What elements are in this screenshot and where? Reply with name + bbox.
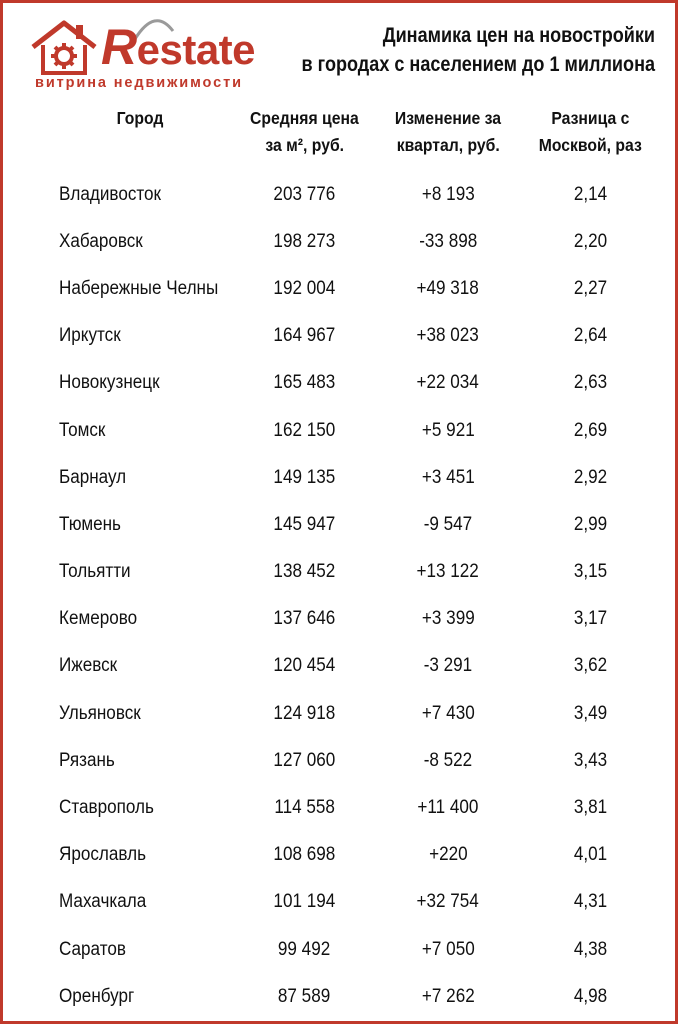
cell-ratio (523, 265, 657, 312)
cell-price-value: 164 967 (273, 325, 336, 347)
cell-change-value: +7 262 (421, 985, 475, 1007)
cell-price-value: 101 194 (273, 891, 336, 913)
table-header-row (45, 103, 657, 171)
cell-city (45, 313, 236, 360)
cell-price-value: 124 918 (273, 702, 336, 724)
table-row (45, 549, 657, 596)
cell-ratio (523, 690, 657, 737)
cell-price (236, 784, 373, 831)
cell-change (373, 313, 523, 360)
table-row (45, 737, 657, 784)
cell-city (45, 549, 236, 596)
cell-price (236, 313, 373, 360)
cell-price (236, 690, 373, 737)
cell-ratio (523, 926, 657, 973)
cell-change-value: +220 (428, 844, 468, 866)
cell-change-value: +22 034 (416, 372, 480, 394)
table-row (45, 832, 657, 879)
cell-city (45, 501, 236, 548)
cell-change-value: +11 400 (417, 797, 479, 819)
cell-price-value: 137 646 (273, 608, 336, 630)
cell-ratio (523, 832, 657, 879)
cell-city-value: Саратов (59, 938, 126, 960)
cell-price (236, 454, 373, 501)
house-gear-icon (29, 17, 99, 77)
cell-price (236, 407, 373, 454)
table-row (45, 690, 657, 737)
header-ratio-line-1: Разница с (550, 108, 630, 128)
cell-ratio-value: 4,38 (573, 938, 607, 960)
cell-price-value: 162 150 (273, 419, 336, 441)
cell-ratio-value: 3,15 (573, 561, 607, 583)
cell-change-value: +3 399 (421, 608, 475, 630)
logo-brand-initial: R (101, 19, 137, 75)
cell-price-value: 138 452 (273, 561, 336, 583)
cell-change-value: +38 023 (416, 325, 480, 347)
cell-change (373, 690, 523, 737)
table-row (45, 643, 657, 690)
cell-price (236, 832, 373, 879)
cell-price (236, 737, 373, 784)
cell-city (45, 407, 236, 454)
cell-city (45, 596, 236, 643)
cell-city-value: Набережные Челны (59, 277, 219, 299)
cell-price-value: 145 947 (273, 513, 336, 535)
cell-change (373, 737, 523, 784)
cell-city (45, 690, 236, 737)
title-line-2: в городах с населением до 1 миллиона (301, 53, 655, 76)
cell-city-value: Барнаул (59, 466, 127, 488)
cell-city-value: Махачкала (59, 891, 147, 913)
cell-ratio (523, 596, 657, 643)
cell-change-value: +7 430 (421, 702, 475, 724)
cell-city-value: Тольятти (59, 561, 131, 583)
cell-change-value: -8 522 (423, 749, 473, 771)
cell-price-value: 87 589 (278, 985, 331, 1007)
cell-ratio-value: 4,01 (573, 844, 607, 866)
cell-change-value: +13 122 (416, 561, 480, 583)
cell-ratio-value: 2,69 (573, 419, 607, 441)
cell-city (45, 926, 236, 973)
cell-change-value: +8 193 (421, 183, 475, 205)
cell-ratio (523, 171, 657, 218)
header-ratio-line-2: Москвой, раз (538, 135, 642, 155)
cell-change (373, 407, 523, 454)
cell-change (373, 926, 523, 973)
cell-ratio-value: 3,49 (573, 702, 607, 724)
cell-change (373, 218, 523, 265)
cell-ratio (523, 973, 657, 1020)
cell-change (373, 265, 523, 312)
table-row (45, 265, 657, 312)
header-price (236, 103, 373, 171)
cell-change (373, 832, 523, 879)
cell-price (236, 218, 373, 265)
cell-city (45, 879, 236, 926)
cell-city-value: Ярославль (59, 844, 146, 866)
cell-city-value: Кемерово (59, 608, 138, 630)
header-change-line-1: Изменение за (394, 108, 502, 128)
cell-city-value: Томск (59, 419, 106, 441)
cell-ratio (523, 501, 657, 548)
cell-change-value: -9 547 (423, 513, 473, 535)
cell-change (373, 171, 523, 218)
cell-ratio-value: 2,99 (573, 513, 607, 535)
cell-price-value: 120 454 (273, 655, 336, 677)
cell-city (45, 360, 236, 407)
cell-price-value: 203 776 (273, 183, 336, 205)
cell-ratio (523, 643, 657, 690)
page-title (302, 21, 655, 79)
cell-change (373, 784, 523, 831)
logo-tagline: витрина недвижимости (35, 75, 243, 91)
cell-city-value: Хабаровск (59, 230, 143, 252)
cell-price-value: 114 558 (274, 797, 335, 819)
cell-city (45, 218, 236, 265)
table-row (45, 973, 657, 1020)
cell-city (45, 973, 236, 1020)
cell-change-value: +32 754 (416, 891, 480, 913)
cell-ratio (523, 360, 657, 407)
price-table (45, 103, 657, 1020)
cell-change-value: +3 451 (421, 466, 475, 488)
cell-ratio-value: 3,62 (573, 655, 607, 677)
table-row (45, 879, 657, 926)
cell-city-value: Новокузнецк (59, 372, 160, 394)
cell-city-value: Оренбург (59, 985, 135, 1007)
cell-ratio (523, 407, 657, 454)
cell-change (373, 454, 523, 501)
cell-city (45, 643, 236, 690)
header-city-line-1: Город (117, 108, 164, 128)
table-row (45, 501, 657, 548)
cell-price (236, 596, 373, 643)
cell-ratio-value: 3,17 (573, 608, 607, 630)
cell-ratio-value: 3,81 (573, 797, 607, 819)
cell-ratio (523, 737, 657, 784)
cell-ratio (523, 879, 657, 926)
table-row (45, 171, 657, 218)
cell-ratio-value: 3,43 (573, 749, 607, 771)
cell-price-value: 165 483 (273, 372, 336, 394)
cell-city (45, 737, 236, 784)
cell-city (45, 171, 236, 218)
cell-city-value: Владивосток (59, 183, 162, 205)
cell-change (373, 643, 523, 690)
cell-price-value: 198 273 (273, 230, 336, 252)
cell-city-value: Ульяновск (59, 702, 141, 724)
table-row (45, 926, 657, 973)
cell-city-value: Ижевск (59, 655, 118, 677)
header-change-line-2: квартал, руб. (396, 135, 500, 155)
table-row (45, 596, 657, 643)
restate-logo (29, 13, 279, 98)
cell-change-value: +49 318 (416, 277, 480, 299)
header-change (373, 103, 523, 171)
cell-ratio-value: 2,63 (573, 372, 607, 394)
cell-ratio-value: 2,14 (573, 183, 607, 205)
cell-price-value: 192 004 (273, 277, 336, 299)
cell-ratio (523, 784, 657, 831)
cell-change (373, 596, 523, 643)
cell-change (373, 549, 523, 596)
table-row (45, 784, 657, 831)
table-row (45, 313, 657, 360)
logo-brand (101, 19, 256, 75)
table-row (45, 407, 657, 454)
cell-price (236, 643, 373, 690)
header-city (45, 103, 236, 171)
cell-ratio-value: 2,64 (573, 325, 607, 347)
cell-city-value: Ставрополь (59, 797, 154, 819)
cell-price (236, 973, 373, 1020)
cell-city-value: Тюмень (59, 513, 121, 535)
cell-ratio-value: 2,92 (573, 466, 607, 488)
header-price-line-1: Средняя цена (250, 108, 359, 128)
cell-city (45, 454, 236, 501)
logo-brand-rest: estate (136, 26, 256, 73)
cell-ratio (523, 313, 657, 360)
cell-city (45, 265, 236, 312)
table-row (45, 218, 657, 265)
cell-change (373, 501, 523, 548)
cell-price-value: 108 698 (273, 844, 336, 866)
header-ratio (523, 103, 657, 171)
cell-change-value: +5 921 (421, 419, 475, 441)
cell-ratio-value: 2,27 (573, 277, 607, 299)
cell-price-value: 99 492 (278, 938, 331, 960)
cell-ratio (523, 454, 657, 501)
table-body (45, 171, 657, 1020)
cell-price (236, 879, 373, 926)
cell-change (373, 360, 523, 407)
cell-change (373, 973, 523, 1020)
table-row (45, 360, 657, 407)
cell-city (45, 784, 236, 831)
cell-price (236, 265, 373, 312)
cell-price-value: 149 135 (273, 466, 336, 488)
cell-city-value: Иркутск (59, 325, 121, 347)
cell-price (236, 360, 373, 407)
cell-ratio-value: 2,20 (573, 230, 607, 252)
cell-price (236, 549, 373, 596)
header-price-line-2: за м², руб. (265, 135, 344, 155)
cell-change-value: -33 898 (418, 230, 477, 252)
cell-ratio (523, 549, 657, 596)
cell-price (236, 501, 373, 548)
cell-ratio (523, 218, 657, 265)
cell-change (373, 879, 523, 926)
cell-price (236, 171, 373, 218)
table-row (45, 454, 657, 501)
cell-price (236, 926, 373, 973)
title-line-1: Динамика цен на новостройки (382, 24, 655, 47)
cell-city-value: Рязань (59, 749, 115, 771)
cell-price-value: 127 060 (273, 749, 336, 771)
cell-change-value: -3 291 (423, 655, 473, 677)
cell-city (45, 832, 236, 879)
cell-ratio-value: 4,98 (573, 985, 607, 1007)
cell-change-value: +7 050 (421, 938, 475, 960)
cell-ratio-value: 4,31 (573, 891, 607, 913)
